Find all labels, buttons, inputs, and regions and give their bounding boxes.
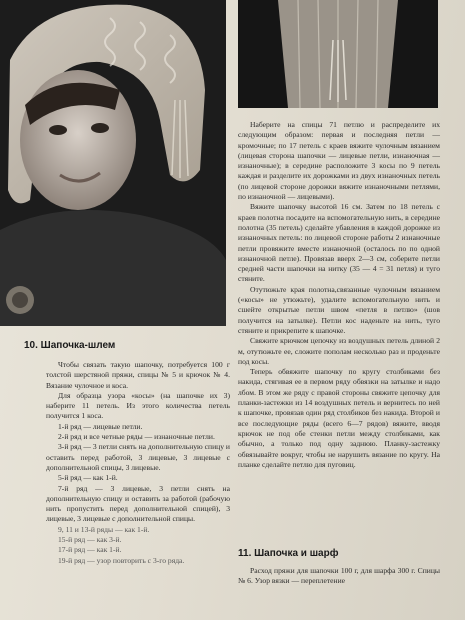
paragraph: Наберите на спицы 71 петлю и распределите их следующим образом: первая и последняя петли — кромочные; по 17 петель с краев вяжите чулочным вязанием (лицевая сторона шапочки — лицевые петли, изнаночная — изнаночные); в середине расположите 3 косы по 9 петель каждая и разделите их дорожками из двух изнаночных петель (по лицевой стороне дорожки вяжите изнаночными петлями, по изнаночной — лицевыми). [238, 120, 440, 202]
paragraph: 19-й ряд — узор повторить с 3-го ряда. [58, 555, 185, 565]
paragraph: 9, 11 и 13-й ряды — как 1-й. [58, 524, 150, 534]
paragraph: 3-й ряд — 3 петли снять на дополнительную спицу и оставить перед работой, 3 лицевые, 3 лицевые с дополнительной спицы, 3 лицевые. [46, 442, 230, 472]
paragraph: 15-й ряд — как 3-й. [58, 535, 122, 545]
scarf-detail-photo [238, 0, 438, 108]
child-hat-photo [0, 0, 226, 326]
paragraph: 5-й ряд — как 1-й. [58, 473, 118, 483]
section-heading-11: 11. Шапочка и шарф [238, 548, 339, 559]
paragraph: Чтобы связать такую шапочку, потребуется 100 г толстой шерстяной пряжи, спицы № 5 и крючок № 4. Вязание чулочное и коса. [46, 360, 230, 390]
paragraph: 7-й ряд — 3 лицевые, 3 петли снять на дополнительную спицу и оставить за работой (рабочую нить пропустить перед дополнительной спицей), 3 лицевые, 3 лицевые с дополнительной спицы. [46, 483, 230, 524]
right-text-column [238, 120, 440, 470]
paragraph: Для образца узора «косы» (на шапочке их 3) наберите 11 петель. Из этого количества петель получится 1 коса. [46, 390, 230, 421]
paragraph: Вяжите шапочку высотой 16 см. Затем по 18 петель с краев полотна посадите на вспомогательную нить, в середине полотна (35 петель) сделайте убавления в каждой дорожке из изнаночных петель: по лицевой стороне работы 2 изнаночные петли провяжите вместе изнаночной (осталось по по одной изнаночной петле). Провязав вверх 2—3 см, соберите петли средней части шапочки на нитку (35 — 4 = 31 петля) и туго стяните. [238, 202, 440, 284]
right-bottom-text [238, 566, 440, 587]
section-heading-10: 10. Шапочка-шлем [24, 340, 116, 351]
left-text-column [46, 360, 230, 566]
paragraph: Отутюжьте края полотна,связанные чулочным вязанием («косы» не утюжьте), удалите вспомогательную нить и сшейте открытые петли швом «петля в петлю» (шов получится на затылке). Петли кос наденьте на нить, туго стяните и прикрепите к шапочке. [238, 284, 440, 335]
paragraph: Расход пряжи для шапочки 100 г, для шарфа 300 г. Спицы № 6. Узор вязки — переплетение [238, 566, 440, 586]
paragraph: 17-й ряд — как 1-й. [58, 545, 122, 555]
paragraph: Свяжите крючком цепочку из воздушных петель длиной 2 м, отутюжьте ее, сложите пополам несколько раз и проденьте под косы. [238, 336, 440, 366]
paragraph: Теперь обвяжите шапочку по кругу столбиками без накида, стягивая ее в первом ряду обвязки на затылке и надо лбом. В этом же ряду с правой стороны свяжите цепочку для планки-застежки из 14 воздушных петель и вернитесь по ней к шапочке, провязав один ряд столбиков без накида. Второй и все последующие ряды (всего 6—7 рядов) вяжите, вводя крючок не под обе стенки петли между столбиками, как обычно, а только под одну заднюю. Планку-застежку обвязывайте вокруг, чтобы не нарушить вязание по кругу. На планке сделайте петлю для пуговиц. [238, 367, 440, 469]
paragraph: 1-й ряд — лицевые петли. [58, 421, 143, 431]
paragraph: 2-й ряд и все четные ряды — изнаночные петли. [58, 432, 215, 442]
